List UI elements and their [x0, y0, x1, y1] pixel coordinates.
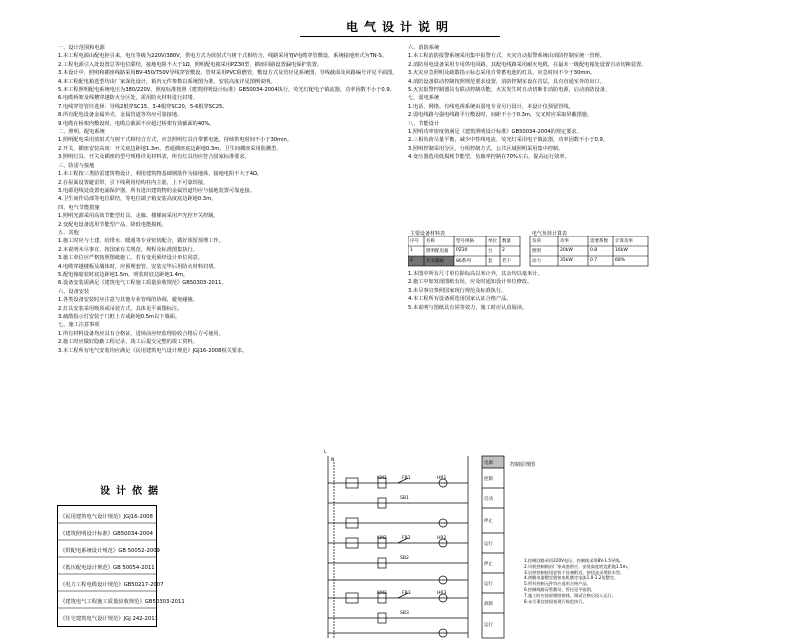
- note-line: 1.控制回路采用220V电压，控制线采用BV-1.5导线。: [524, 558, 624, 563]
- basis-item: 《电力工程电缆设计规范》GB50217-2007: [60, 582, 164, 588]
- note-line: 3.电源进线处设置电涌保护器，所有进出建筑物的金属管道均应与接地装置可靠连接。: [58, 187, 255, 194]
- table1-cell: 台: [488, 249, 493, 254]
- circuit-branch-1: [328, 478, 468, 528]
- note-line: 5.本说明与图纸具有同等效力，施工时应认真阅读。: [408, 304, 528, 311]
- note-line: 6.控制线路穿管敷设，管径见平面图。: [524, 586, 595, 592]
- note-line: 3.照明灯具、开关及插座的型号规格详见材料表，所有灯具均应符合国家标准要求。: [58, 154, 250, 161]
- note-line: 五、其他: [58, 229, 79, 236]
- note-line: 1.各类设备安装时应注意与其他专业管线的协调，避免碰撞。: [58, 297, 198, 304]
- table2-cell: 16kW: [615, 248, 628, 253]
- note-line: 2.在屋面设置避雷带，引下线利用结构柱内主筋，上下可靠焊接。: [58, 179, 209, 186]
- note-line: 3.施工单位应严格按照图纸施工，若有变更须经设计单位同意。: [58, 255, 204, 262]
- diagram-label: SB3: [400, 611, 409, 616]
- diagram-label: SB1: [400, 496, 409, 501]
- table2-cell: 需要系数: [590, 239, 608, 244]
- note-line: 6.电缆桥架及线槽穿越防火分区处，需用防火材料进行封堵。: [58, 95, 198, 102]
- note-line: 4.消防设备联动控制按照规范要求设置，消防控制室设在首层，具有直通室外的出口。: [408, 78, 605, 85]
- diagram-label: L: [324, 450, 327, 455]
- note-line: 1.本图中所有尺寸单位除标高以米计外，其余均以毫米计。: [408, 271, 543, 277]
- table2-caption: 电气负荷计算表: [532, 231, 568, 237]
- note-line: 2.变配电设备选用节能型产品，降低电能损耗。: [58, 221, 167, 228]
- basis-item: 《建筑照明设计标准》GB50034-2004: [60, 531, 153, 537]
- note-line: 七、施工注意事项: [58, 322, 100, 329]
- diagram-side-label: 运行: [484, 623, 493, 628]
- note-line: 9.电缆在桥架内敷设时，电缆总截面不应超过桥架有效截面的40%。: [58, 120, 215, 127]
- table2-cell: 0.8: [590, 248, 598, 253]
- note-line: 2.开关、插座安装高度：开关底边距地1.3m，普通插座底边距地0.3m，卫生间插座采用防溅型。: [58, 145, 282, 152]
- table1-cell: 型号规格: [456, 239, 474, 244]
- note-line: 4.本工程配电箱选型均由厂家深化设计，箱内元件参数以系统图为准，安装高度详见图例说明。: [58, 78, 276, 85]
- table2-cell: 20kW: [560, 248, 573, 253]
- table1-cell: 套: [488, 259, 493, 264]
- note-line: 1.照明光源采用高效节能型灯具，走廊、楼梯间采用声光控开关控制。: [58, 213, 219, 220]
- note-line: 八、节能设计: [408, 120, 440, 127]
- note-line: 4.卫生间作局部等电位联结，等电位端子箱安装高度底边距地0.3m。: [58, 196, 217, 203]
- note-line: 4.本工程所有设备须选用国家认证合格产品。: [408, 296, 512, 303]
- basis-item: 《供配电系统设计规范》GB 50052-2009: [60, 548, 160, 554]
- circuit-branch-3: [328, 593, 468, 637]
- diagram-label: HR2: [437, 536, 447, 541]
- note-line: 5.配电箱暗装时底边距地1.5m，明装时底边距地1.4m。: [58, 271, 189, 278]
- title-underline: [300, 36, 500, 37]
- note-line: 六、消防系统: [408, 45, 440, 51]
- diagram-label: KM2: [377, 536, 387, 541]
- basis-item: 《低压配电设计规范》GB 50054-2011: [60, 565, 155, 571]
- table2-cell: 负荷: [532, 239, 541, 244]
- note-line: 4.变压器选用低损耗节能型，负载率控制在70%左右，提高运行效率。: [408, 154, 570, 161]
- table2-cell: 照明: [532, 249, 541, 254]
- note-line: 5.所有控制元件均应选用合格产品。: [524, 581, 591, 587]
- note-line: 1.本工程按三类防雷建筑物设计，利用建筑物基础钢筋作为接地体，接地电阻不大于4Ω。: [58, 171, 263, 178]
- note-line: 4.热继电器整定值按电机额定电流1.0-1.2倍整定。: [524, 575, 619, 581]
- note-line: 3.未尽事宜参照国家现行规范及标准执行。: [408, 287, 507, 294]
- diagram-label: SB2: [400, 556, 409, 561]
- table1-cell: 86系列: [456, 259, 471, 264]
- table1-cell: 开关插座: [426, 259, 444, 264]
- note-line: 2.工程电源引入处设置总等电位联结，接地电阻不大于1Ω，照明配电箱采用PZ30型，插座回路设置漏电保护装置。: [58, 61, 323, 68]
- table1-cell: 名称: [426, 239, 435, 244]
- note-line: 2.消防用电设备采用专用供电回路，其配电线路采用耐火电缆，在最末一级配电箱处设置自动切换装置。: [408, 61, 647, 68]
- diagram-side-label: 停止: [484, 519, 493, 524]
- additional-notes: [408, 270, 748, 330]
- diagram-side-label: 控制: [484, 477, 493, 482]
- note-line: 2.弱电线路与强电线路平行敷设时，间距不小于0.3m，交叉时应采取屏蔽措施。: [408, 112, 593, 119]
- diagram-label: N: [331, 458, 335, 463]
- diagram-label: FR2: [402, 536, 411, 541]
- table1-cell: 序号: [410, 239, 419, 244]
- diagram-side-label: 运行: [484, 582, 493, 587]
- diagram-title: 控制原理图: [510, 462, 536, 468]
- note-line: 七、弱电系统: [408, 95, 440, 102]
- diagram-side-label: 启动: [484, 497, 493, 502]
- diagram-label: HR3: [437, 591, 447, 596]
- note-line: 3.疏散指示灯安装于门框上方或距地0.5m以下墙面。: [58, 314, 181, 320]
- note-line: 2.施工中如发现图纸有误，应及时通知设计单位修改。: [408, 279, 533, 286]
- table1-cell: 数量: [502, 239, 511, 244]
- table1-cell: 单位: [488, 239, 497, 244]
- basis-list: [57, 505, 185, 627]
- note-line: 1.照明功率密度值满足《建筑照明设计标准》GB50034-2004的规定要求。: [408, 129, 582, 136]
- note-line: 1.本工程电源由配电柜引来，电压等级为220V/380V，供电方式为放射式与树干式相结合，线路采用YJV电缆穿管敷设，系统接地形式为TN-S。: [58, 53, 387, 60]
- basis-item: 《住宅建筑电气设计规范》JGJ 242-2011: [60, 616, 158, 622]
- diagram-side-label: 故障: [484, 602, 493, 607]
- note-line: 4.电缆穿越楼板及墙体时，应预埋套管，安装完毕后用防火材料封堵。: [58, 263, 219, 270]
- table1-cell: PZ30: [456, 248, 468, 253]
- note-line: 2.灯具安装采用吸顶或吊装方式，具体见平面图标注。: [58, 305, 183, 312]
- note-line: 2.风机控制箱由厂家成套供应，安装高度底边距地1.5m。: [524, 563, 631, 569]
- note-line: 一、设计范围和电源: [58, 45, 105, 51]
- note-line: 8.未尽事宜按国家现行规范执行。: [524, 598, 587, 604]
- table1-caption: 主要设备材料表: [410, 231, 446, 237]
- table2-cell: 功率: [560, 239, 569, 244]
- note-line: 8.所有配电设备金属外壳、金属管道等均应可靠接地。: [58, 112, 183, 119]
- table2-cell: 动力: [532, 259, 541, 264]
- diagram-label: KM1: [377, 476, 387, 481]
- table1-cell: 1: [410, 248, 413, 253]
- note-line: 四、电气节能措施: [58, 204, 100, 211]
- diagram-side-label: 电源: [484, 461, 493, 466]
- basis-item: 《民用建筑电气设计规范》JGJ16-2008: [60, 514, 153, 520]
- table2-cell: 计算功率: [615, 239, 633, 244]
- diagram-side-label: 运行: [484, 542, 493, 547]
- note-line: 六、设备安装: [58, 288, 90, 295]
- diagram-notes: [524, 558, 674, 604]
- table2-cell: 0.7: [590, 258, 598, 263]
- table1-cell: 2: [502, 248, 505, 253]
- note-line: 2.施工时应做好隐蔽工程记录，竣工后提交完整的竣工资料。: [58, 339, 198, 346]
- note-line: 3.本设计中，照明和插座线路采用BV-450/750V导线穿管敷设，管材采用PVC阻燃管，敷设方式及管径见系统图，导线截面及回路编号详见平面图。: [58, 70, 398, 77]
- page-title: 电气设计说明: [345, 20, 454, 34]
- note-line: 三、防雷与接地: [58, 162, 95, 169]
- diagram-label: FR3: [402, 591, 411, 596]
- note-line: 二、照明、配电系统: [58, 129, 105, 136]
- note-line: 2.本说明未尽事宜，按国家有关规范、规程及标准图集执行。: [58, 246, 198, 253]
- table1-cell: 2: [410, 258, 413, 263]
- note-line: 5.本工程照明配电系统电压为380/220V，照度标准按照《建筑照明设计标准》GB50034-2004执行，荧光灯配电子镇流器，功率因数不小于0.9。: [58, 87, 395, 94]
- note-line: 1.施工时应与土建、给排水、暖通等专业密切配合，做好预留预埋工作。: [58, 238, 224, 245]
- basis-title: 设计依据: [100, 486, 164, 497]
- note-line: 3.启停控制按钮安装于设备附近，按钮盒采用防水型。: [524, 569, 625, 575]
- diagram-label: KM3: [377, 591, 387, 596]
- table2-cell: 68%: [615, 258, 626, 263]
- table2-cell: 35kW: [560, 258, 573, 263]
- design-notes-right: [408, 44, 748, 224]
- diagram-label: FR1: [402, 476, 411, 481]
- basis-item: 《建筑电气工程施工质量验收规范》GB50303-2011: [60, 599, 185, 605]
- note-line: 1.照明配电采用放射式与树干式相结合方式，应急照明灯具自带蓄电池，持续供电时间不小于30min。: [58, 137, 293, 144]
- note-line: 1.所有材料设备均应具有合格证，进场前应经监理验收合格后方可使用。: [58, 330, 224, 337]
- note-line: 6.设备安装需满足《建筑电气工程施工质量验收规范》GB50303-2011。: [58, 280, 227, 287]
- circuit-branch-2: [328, 538, 468, 584]
- note-line: 2.三相负荷尽量平衡，减少中性线电流，荧光灯采用电子镇流器，功率因数不小于0.9。: [408, 137, 608, 144]
- note-line: 7.电线穿管管径选择：导线2根穿SC15，3-4根穿SC20，5-6根穿SC25。: [58, 103, 228, 110]
- table1-cell: 照明配电箱: [426, 249, 449, 254]
- note-line: 1.本工程消防报警系统采用集中报警方式，火灾自动报警系统由消防控制室统一管理。: [408, 53, 605, 60]
- note-line: 3.本工程所有电气安装均应满足《民用建筑电气设计规范》JGJ16-2008相关要求。: [58, 347, 248, 354]
- note-line: 1.电话、网络、有线电视系统由弱电专业另行设计，本设计仅预留管线。: [408, 103, 574, 110]
- diagram-side-label: 停止: [484, 562, 493, 567]
- note-line: 3.火灾应急照明及疏散指示标志采用自带蓄电池的灯具，应急时间不少于30min。: [408, 70, 596, 77]
- note-line: 3.照明控制采用分区、分组控制方式，公共区域照明采用集中控制。: [408, 145, 564, 152]
- table1-cell: 若干: [502, 259, 511, 264]
- note-line: 5.火灾报警控制器具有联动控制功能，火灾发生时自动切断非消防电源，启动消防设备。: [408, 87, 611, 94]
- note-line: 7.施工时应按原理图接线，调试合格后投入运行。: [524, 592, 616, 598]
- design-notes-left: [58, 44, 400, 364]
- diagram-label: HR1: [437, 476, 447, 481]
